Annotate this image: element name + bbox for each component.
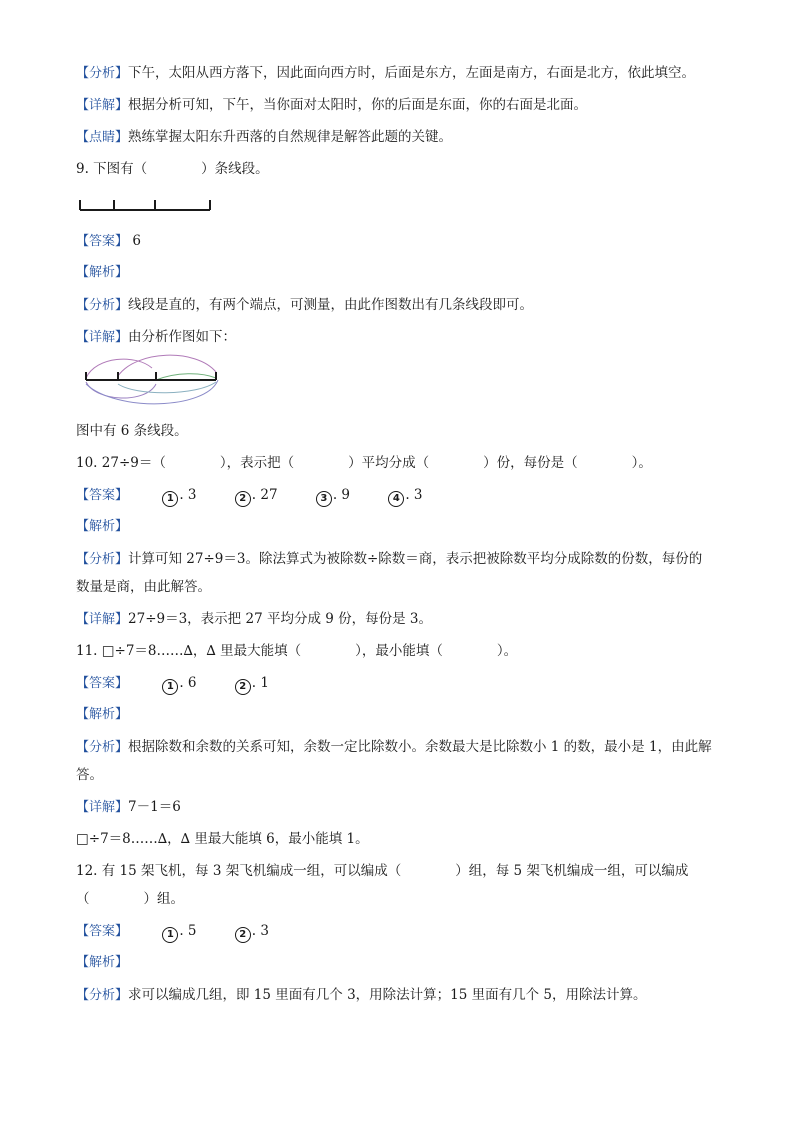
option-3: [316, 486, 350, 507]
question-10: 10. 27÷9＝（ ），表示把（ ）平均分成（ ）份，每份是（ ）。: [76, 455, 652, 471]
option-1: [162, 486, 196, 507]
detail-11: [76, 798, 181, 817]
explain-tag-10: 【解析】: [76, 519, 129, 534]
option-2: [235, 486, 278, 507]
option-1: [162, 674, 196, 695]
option-value: . 3: [251, 923, 269, 939]
answer-tag: 【答案】: [76, 676, 129, 691]
explain-tag-11: 【解析】: [76, 707, 129, 722]
conclusion-11: □÷7＝8……∆，∆ 里最大能填 6，最小能填 1。: [76, 831, 369, 847]
answer-10: [76, 486, 456, 507]
analysis-12: [76, 986, 647, 1005]
circled-number: 1: [162, 679, 178, 695]
key-point-text: 熟练掌握太阳东升西落的自然规律是解答此题的关键。: [128, 129, 453, 145]
question-9: 9. 下图有（ ）条线段。: [76, 161, 269, 177]
analysis-10: [76, 550, 702, 569]
answer-value: 6: [132, 233, 141, 249]
detail-text: 由分析作图如下：: [128, 329, 237, 345]
analysis-text: 根据除数和余数的关系可知，余数一定比除数小。余数最大是比除数小 1 的数，最小是 1，由此解: [128, 739, 712, 755]
answer-9: [76, 232, 141, 251]
answer-11: [76, 674, 303, 695]
analysis-text: 计算可知 27÷9＝3。除法算式为被除数÷除数＝商，表示把被除数平均分成除数的份数，每份的: [128, 551, 703, 567]
circled-number: 4: [388, 491, 404, 507]
detail-line: [76, 96, 587, 115]
analysis-11-cont: 答。: [76, 767, 103, 783]
analysis-9: [76, 296, 533, 315]
detail-tag: 【详解】: [76, 612, 129, 627]
segment-figure: [76, 196, 216, 216]
option-value: . 3: [405, 487, 423, 503]
explain-tag-12: 【解析】: [76, 955, 129, 970]
analysis-text: 线段是直的，有两个端点，可测量，由此作图数出有几条线段即可。: [128, 297, 534, 313]
analysis-line: [76, 64, 695, 83]
circled-number: 2: [235, 679, 251, 695]
analysis-tag: 【分析】: [76, 552, 129, 567]
option-2: [235, 674, 269, 695]
analysis-tag: 【分析】: [76, 740, 129, 755]
detail-9: [76, 328, 236, 347]
answer-tag: 【答案】: [76, 924, 129, 939]
circled-number: 2: [235, 927, 251, 943]
question-12: 12. 有 15 架飞机，每 3 架飞机编成一组，可以编成（ ）组，每 5 架飞机编成一组，可以编成: [76, 863, 689, 879]
question-11: 11. □÷7＝8……∆，∆ 里最大能填（ ），最小能填（ ）。: [76, 643, 518, 659]
analysis-tag: 【分析】: [76, 66, 129, 81]
analysis-text: 求可以编成几组，即 15 里面有几个 3，用除法计算；15 里面有几个 5，用除法计算。: [128, 987, 647, 1003]
detail-text: 根据分析可知，下午，当你面对太阳时，你的后面是东面，你的右面是北面。: [128, 97, 588, 113]
key-point-tag: 【点睛】: [76, 130, 129, 145]
answer-tag: 【答案】: [76, 488, 129, 503]
analysis-10-cont: 数量是商，由此解答。: [76, 579, 211, 595]
option-value: . 1: [251, 675, 269, 691]
detail-10: [76, 610, 432, 629]
analysis-11: [76, 738, 712, 757]
option-value: . 3: [179, 487, 197, 503]
detail-tag: 【详解】: [76, 330, 129, 345]
detail-tag: 【详解】: [76, 98, 129, 113]
circled-number: 1: [162, 927, 178, 943]
circled-number: 3: [316, 491, 332, 507]
option-value: . 27: [251, 487, 278, 503]
analysis-tag: 【分析】: [76, 988, 129, 1003]
answer-tag: 【答案】: [76, 234, 129, 249]
answer-12: [76, 922, 303, 943]
option-4: [388, 486, 422, 507]
key-point-line: [76, 128, 452, 147]
segment-arcs-figure: [76, 352, 226, 408]
option-value: . 6: [179, 675, 197, 691]
detail-text: 7－1＝6: [128, 799, 181, 815]
option-value: . 9: [332, 487, 351, 503]
circled-number: 2: [235, 491, 251, 507]
explain-tag-9: 【解析】: [76, 265, 129, 280]
analysis-tag: 【分析】: [76, 298, 129, 313]
circled-number: 1: [162, 491, 178, 507]
option-1: [162, 922, 196, 943]
option-value: . 5: [179, 923, 197, 939]
analysis-text: 下午，太阳从西方落下，因此面向西方时，后面是东方，左面是南方，右面是北方，依此填空。: [128, 65, 696, 81]
detail-text: 27÷9＝3，表示把 27 平均分成 9 份，每份是 3。: [128, 611, 432, 627]
detail-tag: 【详解】: [76, 800, 129, 815]
option-2: [235, 922, 269, 943]
question-12-cont: （ ）组。: [76, 891, 184, 907]
conclusion-9: 图中有 6 条线段。: [76, 423, 188, 439]
